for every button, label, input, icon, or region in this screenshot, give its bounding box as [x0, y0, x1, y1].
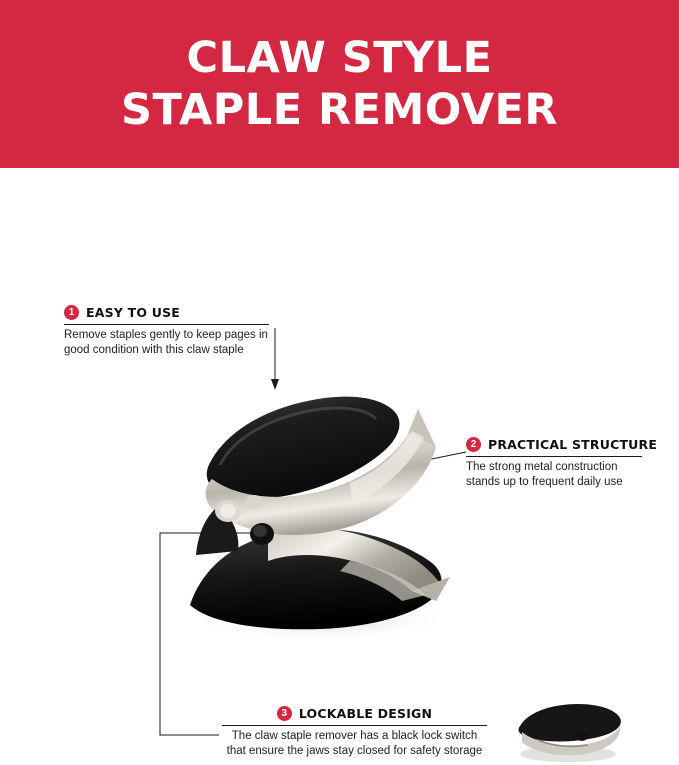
callout-3-body: The claw staple remover has a black lock switch that ensure the jaws stay closed for safety storage	[226, 730, 483, 757]
banner-title-line-1: CLAW STYLE	[186, 33, 493, 83]
callout-lockable-design	[222, 706, 487, 759]
callout-2-header	[466, 437, 658, 452]
callout-practical-structure	[466, 437, 658, 490]
callout-2-title: PRACTICAL STRUCTURE	[488, 437, 658, 452]
callout-1-header	[64, 305, 269, 320]
callout-1-body: Remove staples gently to keep pages in good condition with this claw staple	[64, 329, 268, 356]
callout-easy-to-use	[64, 305, 269, 358]
callout-3-number-badge: 3	[277, 706, 292, 721]
callout-3-title: LOCKABLE DESIGN	[298, 706, 433, 721]
banner-title-line-2: STAPLE REMOVER	[121, 85, 558, 135]
callout-3-header	[222, 706, 487, 721]
callout-2-number-badge: 2	[466, 437, 481, 452]
product-image	[150, 355, 490, 655]
callout-2-body: The strong metal construction stands up to frequent daily use	[466, 461, 623, 488]
callout-1-title: EASY TO USE	[86, 305, 181, 320]
header-banner	[0, 0, 679, 168]
inset-image-locked	[508, 696, 628, 764]
callout-1-number-badge: 1	[64, 305, 79, 320]
